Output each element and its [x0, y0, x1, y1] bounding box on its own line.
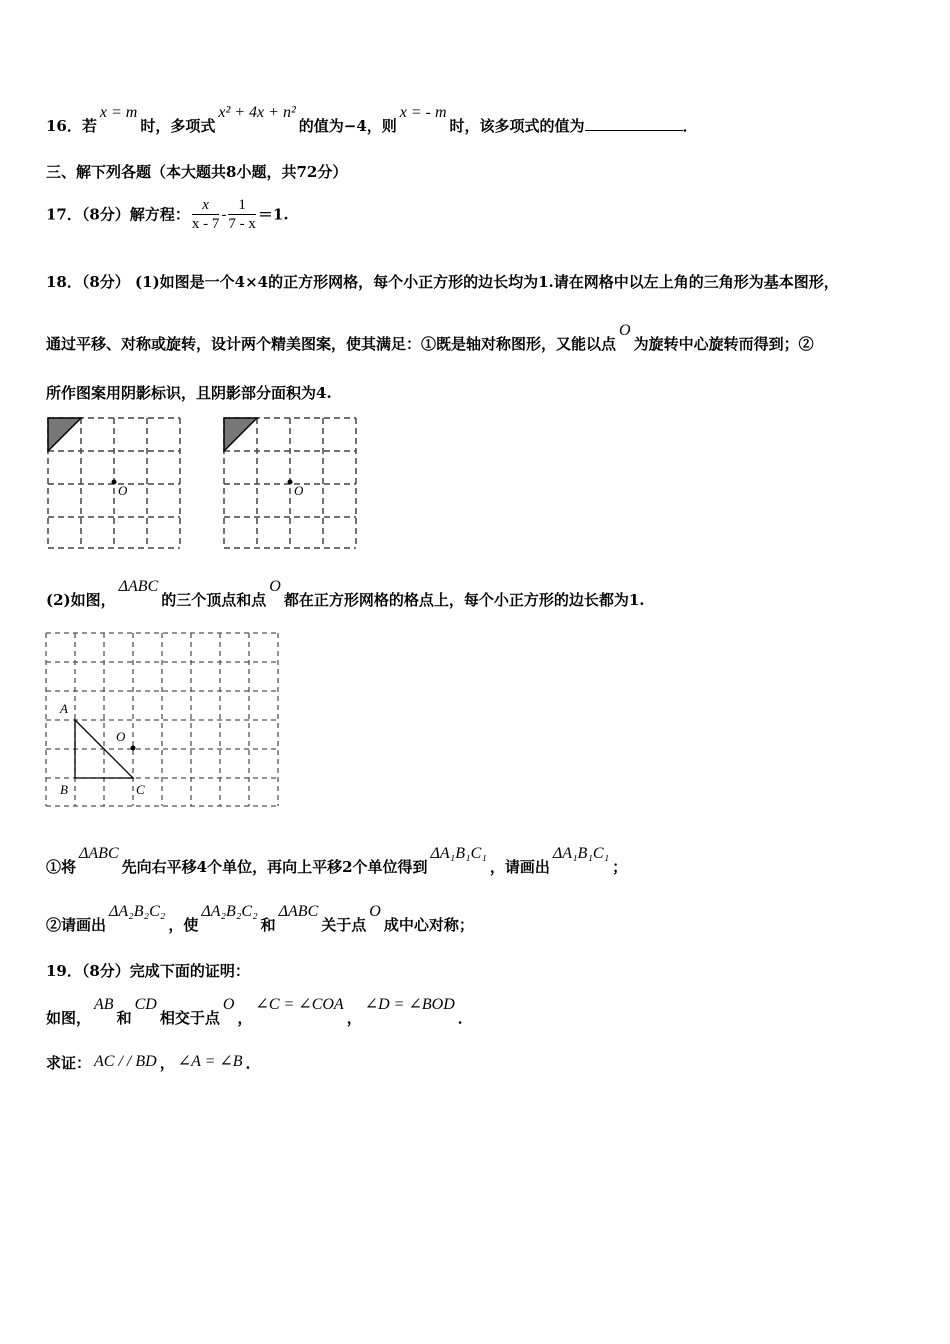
text: ，使 [168, 916, 199, 934]
math-expression: ΔA₂B₂C₂ [201, 903, 258, 920]
question-18-line-2 [46, 322, 814, 355]
label-a: A [60, 701, 68, 716]
point-o-dot [131, 746, 136, 751]
question-number: 16． [46, 117, 82, 135]
label-o: O [118, 483, 128, 498]
minus-sign: - [221, 205, 227, 224]
text: 关于点 [321, 916, 367, 934]
text: ＝1. [257, 205, 289, 224]
point-o: O [269, 578, 281, 595]
text: 若 [81, 117, 97, 135]
text: (2)如图， [46, 591, 116, 609]
text: 时，多项式 [140, 117, 216, 135]
math-expression: AB [94, 996, 114, 1013]
text: ①将 [46, 858, 77, 876]
question-18-line-1 [46, 272, 839, 292]
text: 求证： [46, 1054, 92, 1072]
text: 和 [116, 1009, 132, 1027]
text: 先向右平移4个单位，再向上平移2个单位得到 [121, 858, 428, 876]
text: 和 [260, 916, 276, 934]
label-b: B [60, 782, 68, 797]
shaded-triangle [224, 418, 257, 451]
text: 通过平移、对称或旋转，设计两个精美图案，使其满足：①既是轴对称图形，又能以点 [46, 335, 617, 353]
denominator: x - 7 [191, 216, 220, 232]
math-expression: AC / / BD [94, 1053, 157, 1070]
text: ， [346, 1009, 362, 1027]
numerator: x [192, 196, 220, 215]
math-expression: x = - m [399, 104, 447, 121]
numerator: 1 [228, 196, 256, 215]
math-expression: ∠D = ∠BOD [364, 996, 455, 1013]
fraction [192, 196, 220, 233]
question-19-line-2 [46, 996, 473, 1029]
question-number: 19． [46, 962, 82, 980]
triangle-abc: ΔABC [118, 578, 159, 595]
math-expression: CD [134, 996, 157, 1013]
math-expression: x² + 4x + n² [218, 104, 296, 121]
text: 都在正方形网格的格点上，每个小正方形的边长都为1. [283, 591, 645, 609]
point-o: O [222, 996, 235, 1013]
point-o: O [619, 322, 631, 339]
text: ， [159, 1054, 175, 1072]
text: （8分）解方程： [81, 205, 190, 224]
text: （8分） (1)如图是一个4×4的正方形网格，每个小正方形的边长均为1.请在网格中以左上角的三角形为基本图形， [81, 273, 839, 291]
text: ， [237, 1009, 253, 1027]
text: ． [682, 117, 698, 135]
math-expression: ΔA₂B₂C₂ [109, 903, 166, 920]
section-title: 三、解下列各题（本大题共8小题，共72分） [46, 163, 348, 181]
math-expression: ΔABC [278, 903, 319, 920]
text: ，请画出 [489, 858, 550, 876]
grid-figure-abc [42, 630, 282, 810]
text: 时，该多项式的值为 [449, 117, 585, 135]
label-o: O [116, 729, 126, 744]
math-expression: ΔA₁B₁C₁ [430, 845, 487, 862]
fraction [228, 196, 256, 233]
text: 的三个顶点和点 [161, 591, 267, 609]
text: 如图， [46, 1009, 92, 1027]
math-expression: x = m [99, 104, 138, 121]
question-18-sub-2 [46, 903, 474, 936]
question-19-line-1 [46, 961, 250, 981]
text: ； [612, 858, 628, 876]
center-point [288, 480, 293, 485]
question-18-part-2 [46, 578, 645, 611]
question-18-sub-1 [46, 845, 628, 878]
shaded-triangle [48, 418, 81, 451]
label-c: C [136, 782, 145, 797]
text: 的值为−4，则 [298, 117, 397, 135]
text: ． [245, 1054, 261, 1072]
text: 成中心对称； [383, 916, 474, 934]
denominator: 7 - x [228, 216, 256, 232]
text: ． [457, 1009, 473, 1027]
math-expression: ΔABC [79, 845, 119, 862]
point-o: O [369, 903, 381, 920]
question-18-line-3: 所作图案用阴影标识，且阴影部分面积为4. [46, 384, 332, 402]
math-expression: ΔA₁B₁C₁ [552, 845, 610, 862]
math-expression: ∠C = ∠COA [255, 996, 344, 1013]
label-o: O [294, 483, 304, 498]
question-16 [46, 104, 698, 137]
grid-figure-1 [44, 414, 184, 554]
math-expression: ∠A = ∠B [177, 1053, 243, 1070]
question-17 [46, 196, 289, 233]
text: ②请画出 [46, 916, 107, 934]
grid-figure-2 [220, 414, 360, 554]
text: 为旋转中心旋转而得到；② [633, 335, 814, 353]
question-number: 17． [46, 205, 82, 224]
text: 相交于点 [159, 1009, 220, 1027]
question-number: 18． [46, 273, 82, 291]
center-point [112, 480, 117, 485]
text: （8分）完成下面的证明： [81, 962, 250, 980]
answer-blank[interactable] [585, 116, 683, 131]
question-19-line-3 [46, 1053, 261, 1074]
